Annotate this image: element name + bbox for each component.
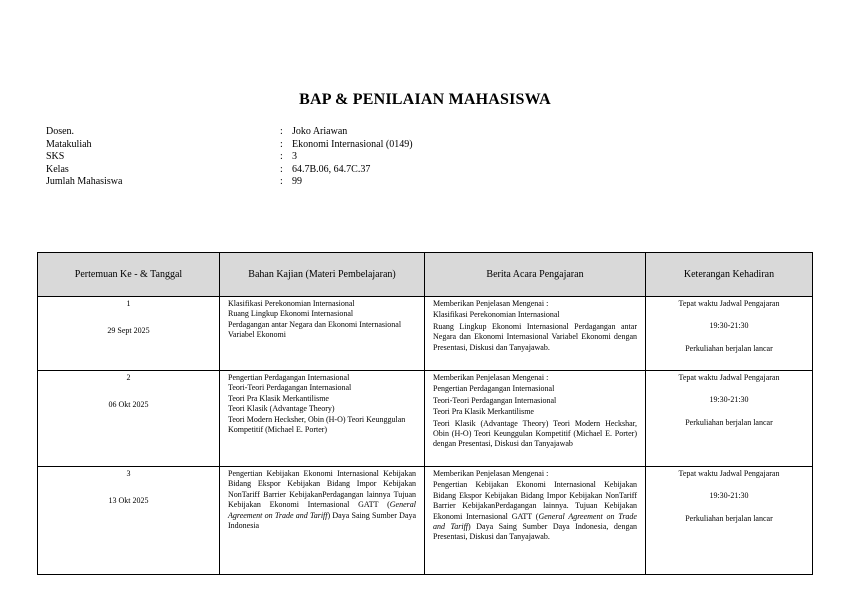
report-line: Teori Klasik (Advantage Theory) Teori Modern Heckshar, Obin (H-O) Teori Keunggulan Kompetitif (Michael E. Porter) dengan Presentasi, Diskusi dan Tanyajawab <box>433 418 637 449</box>
attendance-cell <box>646 467 813 575</box>
info-row-class <box>46 164 413 177</box>
material-cell <box>220 467 425 575</box>
report-text: Pengertian Kebijakan Ekonomi Internasional Kebijakan Bidang Ekspor Kebijakan Bidang Impor Kebijakan NonTariff Barrier KebijakanPerdagangan lainnya. Tujuan Kebijakan Ekonomi Internasional GATT ( <box>433 480 637 521</box>
attendance-cell <box>646 297 813 371</box>
info-label: Matakuliah <box>46 138 92 150</box>
info-label: Kelas <box>46 163 69 175</box>
attendance-punctual: Tepat waktu Jadwal Pengajaran <box>678 373 780 382</box>
meeting-cell <box>38 467 220 575</box>
attendance-note: Perkuliahan berjalan lancar <box>685 343 773 353</box>
material-text-italic: General Agreement on Trade and Tariff <box>228 500 416 520</box>
header-material: Bahan Kajian (Materi Pembelajaran) <box>220 253 425 297</box>
meeting-date: 29 Sept 2025 <box>107 326 150 336</box>
table-row <box>38 467 813 575</box>
info-value: Ekonomi Internasional (0149) <box>292 138 413 150</box>
info-row-lecturer <box>46 126 413 139</box>
info-colon: : <box>280 138 283 150</box>
info-colon: : <box>280 151 283 162</box>
attendance-note: Perkuliahan berjalan lancar <box>685 417 773 427</box>
info-value: 99 <box>292 176 302 187</box>
meeting-number: 2 <box>126 373 131 382</box>
header-attendance: Keterangan Kehadiran <box>646 253 813 297</box>
info-value: 64.7B.06, 64.7C.37 <box>292 163 371 175</box>
material-line: Klasifikasi Perekonomian Internasional <box>228 299 355 308</box>
info-value: Joko Ariawan <box>292 126 348 137</box>
info-row-credits <box>46 151 413 164</box>
bap-table <box>37 252 813 575</box>
info-row-students <box>46 176 413 189</box>
attendance-time: 19:30-21:30 <box>709 395 749 405</box>
info-value: 3 <box>292 151 297 162</box>
report-paragraph <box>433 480 637 542</box>
material-text: ) Daya Saing Sumber Daya Indonesia <box>228 510 416 531</box>
material-cell <box>220 297 425 371</box>
attendance-time: 19:30-21:30 <box>709 321 749 331</box>
meeting-number: 1 <box>126 299 131 308</box>
attendance-punctual: Tepat waktu Jadwal Pengajaran <box>678 299 780 308</box>
header-meeting: Pertemuan Ke - & Tanggal <box>38 253 220 297</box>
meeting-cell <box>38 371 220 467</box>
attendance-cell <box>646 371 813 467</box>
attendance-punctual: Tepat waktu Jadwal Pengajaran <box>678 469 780 478</box>
info-label: SKS <box>46 151 65 162</box>
material-cell <box>220 371 425 467</box>
meeting-date: 06 Okt 2025 <box>108 400 149 410</box>
report-cell <box>425 297 646 371</box>
material-line: Teori Modern Hecksher, Obin (H-O) Teori Keunggulan Kompetitif (Michael E. Porter) <box>228 414 406 435</box>
material-line: Ruang Lingkup Ekonomi Internasional <box>228 309 354 319</box>
course-info <box>46 126 413 189</box>
attendance-note: Perkuliahan berjalan lancar <box>685 513 773 523</box>
info-colon: : <box>280 176 283 187</box>
material-text: Tujuan Kebijakan Ekonomi Internasional GATT ( <box>228 489 417 510</box>
table-header-row <box>38 253 813 297</box>
meeting-number: 3 <box>126 469 131 478</box>
report-heading: Memberikan Penjelasan Mengenai : <box>433 299 549 308</box>
report-text-italic: General Agreement on Trade and Tariff <box>433 511 637 532</box>
material-line: Perdagangan antar Negara dan Ekonomi Internasional Variabel Ekonomi <box>228 319 402 340</box>
report-heading: Memberikan Penjelasan Mengenai : <box>433 469 549 478</box>
meeting-cell <box>38 297 220 371</box>
table-row <box>38 297 813 371</box>
info-label: Dosen. <box>46 126 75 137</box>
report-line: Teori-Teori Perdagangan Internasional <box>433 395 557 405</box>
material-line: Teori Pra Klasik Merkantilisme <box>228 393 329 403</box>
table-row <box>38 371 813 467</box>
info-row-course <box>46 139 413 152</box>
header-report: Berita Acara Pengajaran <box>425 253 646 297</box>
material-text: Pengertian Kebijakan Ekonomi Internasional Kebijakan Bidang Ekspor Kebijakan Bidang Impor Kebijakan NonTariff Barrier KebijakanPerdagangan lainnya <box>228 469 416 499</box>
report-cell <box>425 371 646 467</box>
report-heading: Memberikan Penjelasan Mengenai : <box>433 373 549 382</box>
report-line: Ruang Lingkup Ekonomi Internasional Perdagangan antar Negara dan Ekonomi Internasional Variabel Ekonomi dengan Presentasi, Diskusi dan Tanyajawab. <box>433 321 637 352</box>
meeting-date: 13 Okt 2025 <box>108 496 149 506</box>
report-line: Pengertian Perdagangan Internasional <box>433 384 555 394</box>
document-title: BAP & PENILAIAN MAHASISWA <box>299 91 551 108</box>
material-line: Teori-Teori Perdagangan Internasional <box>228 383 352 393</box>
material-line: Teori Klasik (Advantage Theory) <box>228 404 335 414</box>
report-text: ) Daya Saing Sumber Daya Indonesia, dengan Presentasi, Diskusi dan Tanyajawab. <box>433 522 638 542</box>
material-line: Pengertian Perdagangan Internasional <box>228 373 350 382</box>
info-colon: : <box>280 163 283 175</box>
info-label: Jumlah Mahasiswa <box>46 176 123 187</box>
report-cell <box>425 467 646 575</box>
info-colon: : <box>280 126 283 137</box>
attendance-time: 19:30-21:30 <box>709 491 749 501</box>
report-line: Teori Pra Klasik Merkantilisme <box>433 407 534 417</box>
report-line: Klasifikasi Perekonomian Internasional <box>433 310 560 320</box>
